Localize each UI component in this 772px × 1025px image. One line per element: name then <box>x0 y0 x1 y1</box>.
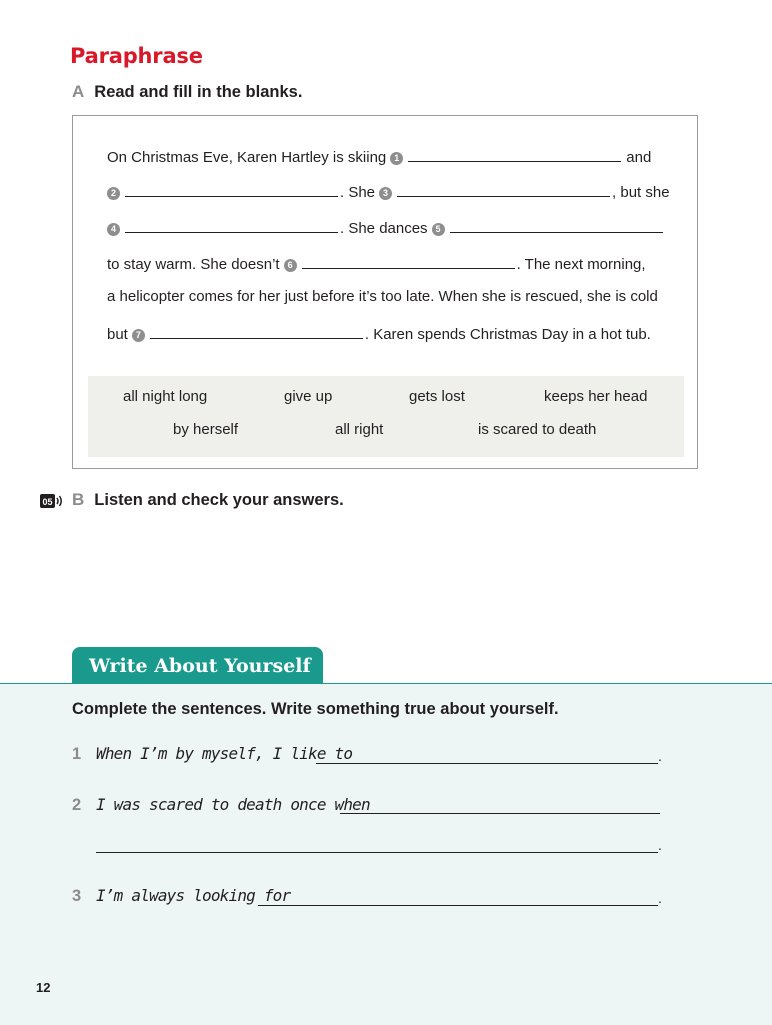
blank-number-1: 1 <box>390 152 403 165</box>
blank-2[interactable] <box>125 181 338 197</box>
question-prompt: I was scared to death once when <box>96 795 370 814</box>
passage-text: a helicopter comes for her just before it’s too late. When she is rescued, she is cold <box>107 288 658 305</box>
task-b-instruction: Listen and check your answers. <box>94 491 344 509</box>
word-bank-item: all night long <box>123 388 208 405</box>
audio-track-number: 05 <box>42 497 53 507</box>
question-number: 1 <box>72 745 82 763</box>
passage-text: . Karen spends Christmas Day in a hot tub. <box>364 326 651 343</box>
blank-1[interactable] <box>408 146 621 162</box>
question-prompt: I’m always looking for <box>96 886 291 905</box>
answer-line-2b[interactable] <box>96 852 658 853</box>
passage-text: but <box>107 326 128 343</box>
word-bank-item: give up <box>284 388 333 405</box>
task-b-heading <box>72 490 344 510</box>
word-bank-item: keeps her head <box>544 388 648 405</box>
audio-track-icon[interactable] <box>40 492 64 510</box>
write-about-yourself-tab: Write About Yourself <box>72 647 323 684</box>
task-b-letter: B <box>72 490 85 509</box>
passage-text: . The next morning, <box>516 256 646 273</box>
passage-text: to stay warm. She doesn’t <box>107 256 280 273</box>
blank-3[interactable] <box>397 181 610 197</box>
answer-line-3[interactable] <box>258 905 658 906</box>
blank-6[interactable] <box>302 253 515 269</box>
passage-text: and <box>626 149 652 166</box>
question-end: . <box>658 837 662 853</box>
passage-text: , but she <box>612 184 670 201</box>
blank-number-6: 6 <box>284 259 297 272</box>
word-bank-item: by herself <box>173 421 239 438</box>
task-a-heading <box>72 82 302 102</box>
passage-text: On Christmas Eve, Karen Hartley is skiing <box>107 149 387 166</box>
passage-text: . She <box>340 184 376 201</box>
answer-line-2a[interactable] <box>340 813 660 814</box>
passage-line-2 <box>107 181 670 203</box>
blank-number-7: 7 <box>132 329 145 342</box>
passage-line-6 <box>107 323 651 345</box>
question-end: . <box>658 748 662 764</box>
passage-line-1 <box>107 146 651 168</box>
page-number: 12 <box>36 980 51 995</box>
blank-4[interactable] <box>125 217 338 233</box>
write-instruction: Complete the sentences. Write something true about yourself. <box>72 700 559 718</box>
passage-text: . She dances <box>340 220 428 237</box>
task-a-instruction: Read and fill in the blanks. <box>94 83 303 101</box>
question-number: 3 <box>72 887 82 905</box>
question-number: 2 <box>72 796 82 814</box>
blank-7[interactable] <box>150 323 363 339</box>
blank-number-5: 5 <box>432 223 445 236</box>
word-bank-item: gets lost <box>409 388 465 405</box>
passage-line-3 <box>107 217 665 239</box>
answer-line-1[interactable] <box>316 763 658 764</box>
word-bank <box>88 376 684 457</box>
section-title-paraphrase: Paraphrase <box>70 44 203 68</box>
blank-number-2: 2 <box>107 187 120 200</box>
passage-line-5 <box>107 288 658 310</box>
write-about-yourself-panel <box>0 683 772 1025</box>
question-end: . <box>658 890 662 906</box>
passage-line-4 <box>107 253 646 275</box>
task-a-letter: A <box>72 82 85 101</box>
blank-5[interactable] <box>450 217 663 233</box>
blank-number-3: 3 <box>379 187 392 200</box>
question-prompt: When I’m by myself, I like to <box>96 744 353 763</box>
word-bank-item: all right <box>335 421 384 438</box>
word-bank-item: is scared to death <box>478 421 597 438</box>
blank-number-4: 4 <box>107 223 120 236</box>
